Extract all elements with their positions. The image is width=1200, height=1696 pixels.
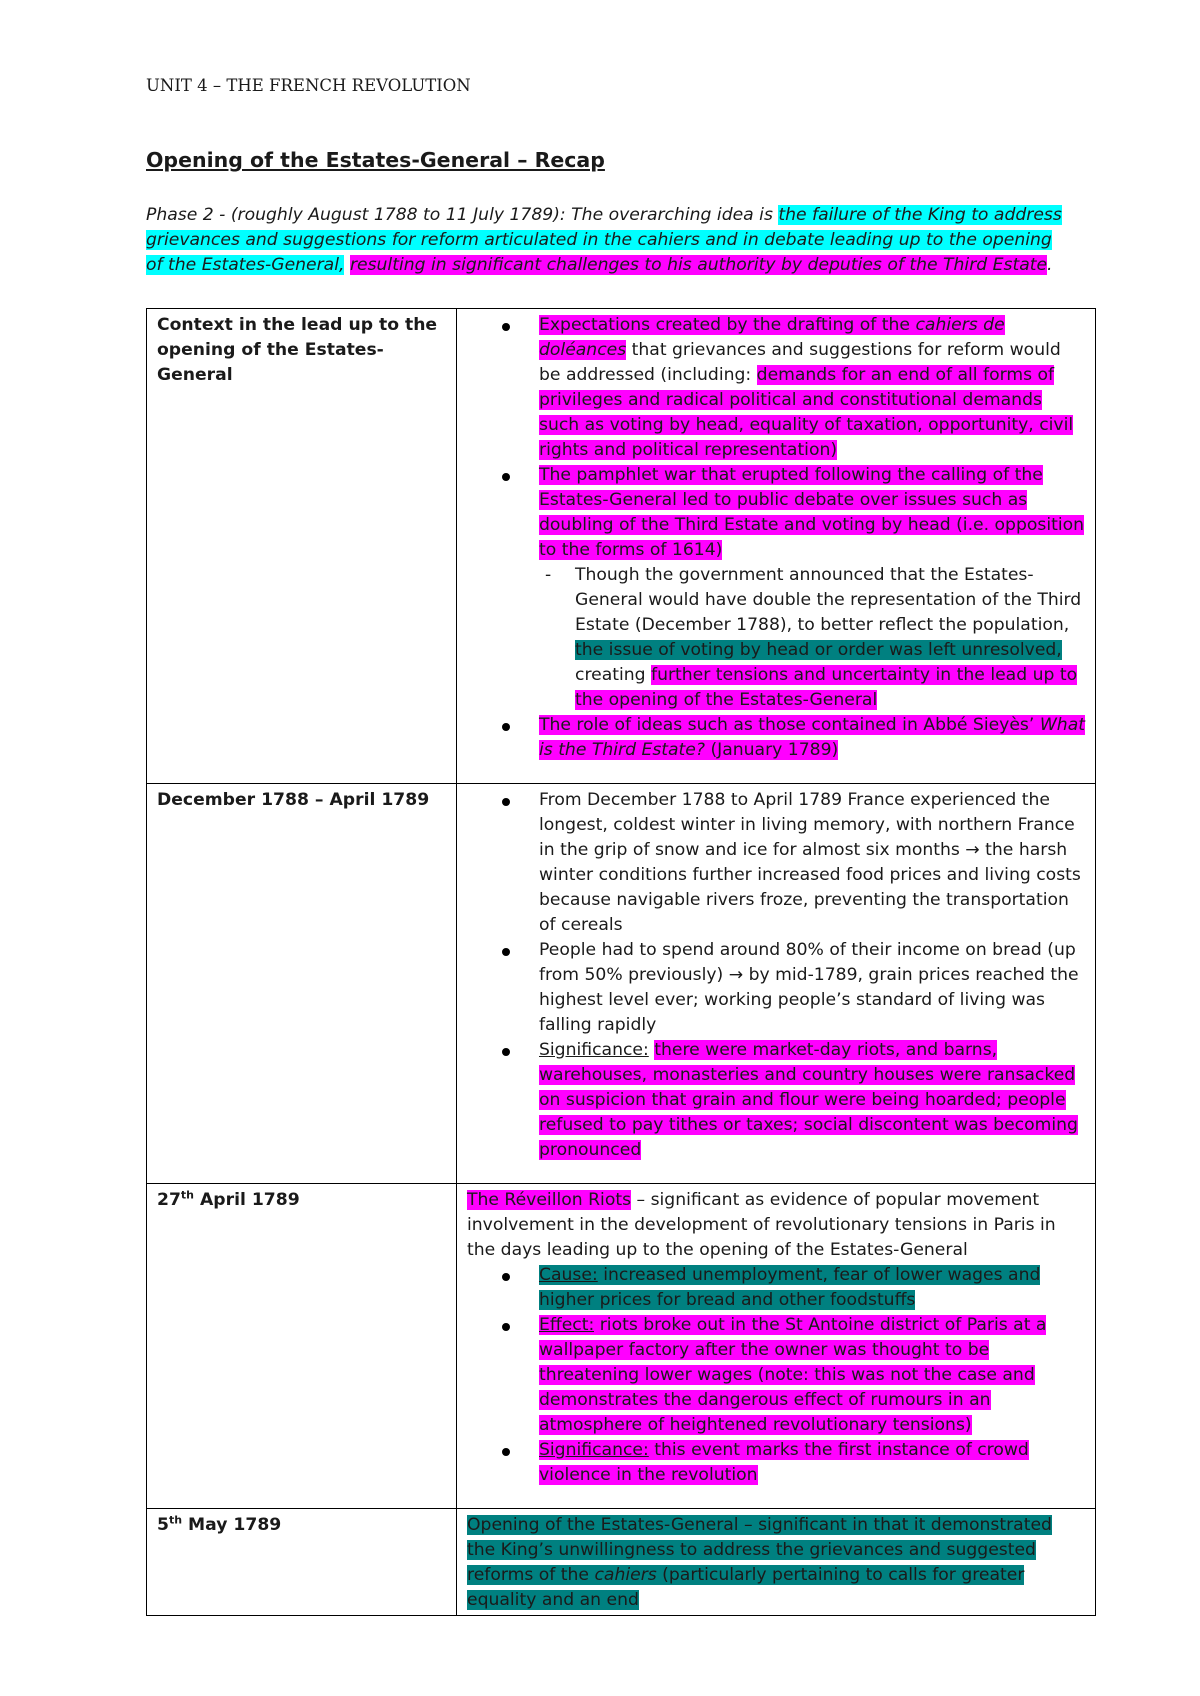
- list-item: [539, 938, 1085, 1038]
- row-label: [147, 1509, 457, 1616]
- teal-highlight-text: (particularly pertaining to calls for greater equality and an end: [467, 1565, 1025, 1610]
- significance-label: Significance:: [539, 1040, 649, 1060]
- list-item: [539, 713, 1085, 763]
- date-month: April 1789: [194, 1190, 300, 1210]
- bullet-icon: [502, 1323, 510, 1331]
- recap-table: [146, 308, 1096, 1616]
- unit-header: UNIT 4 – THE FRENCH REVOLUTION: [146, 76, 471, 95]
- bullet-list: [467, 1263, 1085, 1488]
- table-row: [147, 1184, 1096, 1509]
- highlight-text: The role of ideas such as those contained in Abbé Sieyès’: [539, 715, 1040, 735]
- bullet-icon: [502, 323, 510, 331]
- bullet-icon: [502, 1273, 510, 1281]
- sub-item: [545, 563, 1085, 713]
- intro-cyan-highlight: the failure of the King to address grievances and suggestions for reform articulated in the cahiers and in debate leading up to the opening of the Estates-General,: [146, 205, 1062, 275]
- table-row: [147, 784, 1096, 1184]
- row-content: [457, 309, 1096, 784]
- highlight-text: Expectations created by the drafting of the: [539, 315, 916, 335]
- date-suffix: th: [168, 1513, 183, 1527]
- row-lead: [467, 1188, 1085, 1263]
- plain-text: People had to spend around 80% of their income on bread (up from 50% previously) → by mid-1789, grain prices reached the highest level ever; working people’s standard of living was falling rapidly: [539, 940, 1079, 1035]
- highlight-italic-text: What is the Third Estate?: [539, 715, 1085, 760]
- table-row: [147, 309, 1096, 784]
- teal-highlight-italic-text: cahiers: [594, 1565, 657, 1585]
- highlight-text: The Réveillon Riots: [467, 1190, 632, 1210]
- plain-text: – significant as evidence of popular movement involvement in the development of revolutionary tensions in Paris in the days leading up to the opening of the Estates-General: [467, 1190, 1056, 1260]
- row-label: [147, 1184, 457, 1509]
- row-label: December 1788 – April 1789: [147, 784, 457, 1184]
- bullet-icon: [502, 948, 510, 956]
- list-item: [539, 463, 1085, 713]
- cause-label: Cause:: [539, 1265, 598, 1285]
- list-item: [539, 1263, 1085, 1313]
- row-content: [457, 1184, 1096, 1509]
- highlight-text: demands for an end of all forms of privileges and radical political and constitutional demands such as voting by head, equality of taxation, opportunity, civil rights and political representation): [539, 365, 1074, 460]
- list-item: [539, 1038, 1085, 1163]
- table-row: [147, 1509, 1096, 1616]
- highlight-text: this event marks the first instance of crowd violence in the revolution: [539, 1440, 1029, 1485]
- teal-highlight-text: Opening of the Estates-General – significant in that it demonstrated the King’s unwillingness to address the grievances and suggested reforms of the: [467, 1515, 1052, 1585]
- plain-text: that grievances and suggestions for reform would be addressed (including:: [539, 340, 1061, 385]
- bullet-icon: [502, 473, 510, 481]
- plain-text: creating: [575, 665, 652, 685]
- row-content: [457, 1509, 1096, 1616]
- row-content: [457, 784, 1096, 1184]
- plain-text: From December 1788 to April 1789 France experienced the longest, coldest winter in living memory, with northern France in the grip of snow and ice for almost six months → the harsh winter conditions further increased food prices and living costs because navigable rivers froze, preventing the transportation of cereals: [539, 790, 1081, 935]
- bullet-list: [467, 313, 1085, 763]
- highlight-text: further tensions and uncertainty in the lead up to the opening of the Estates-General: [575, 665, 1078, 710]
- intro-paragraph: [146, 203, 1066, 278]
- highlight-text: (January 1789): [705, 740, 839, 760]
- teal-highlight-text: increased unemployment, fear of lower wages and higher prices for bread and other foodstuffs: [539, 1265, 1041, 1310]
- highlight-text: there were market-day riots, and barns, warehouses, monasteries and country houses were ransacked on suspicion that grain and flour were being hoarded; people refused to pay tithes or taxes; social discontent was becoming pronounced: [539, 1040, 1078, 1160]
- document-title: Opening of the Estates-General – Recap: [146, 148, 605, 172]
- bullet-icon: [502, 723, 510, 731]
- dash-marker: -: [545, 565, 552, 585]
- date-month: May 1789: [182, 1515, 282, 1535]
- highlight-text: The pamphlet war that erupted following the calling of the Estates-General led to public debate over issues such as doubling of the Third Estate and voting by head (i.e. opposition to the forms of 1614): [539, 465, 1085, 560]
- significance-label: Significance:: [539, 1440, 649, 1460]
- highlight-text: riots broke out in the St Antoine district of Paris at a wallpaper factory after the owner was thought to be threatening lower wages (note: this was not the case and demonstrates the dangerous effect of rumours in an atmosphere of heightened revolutionary tensions): [539, 1315, 1047, 1435]
- bullet-list: [467, 788, 1085, 1163]
- plain-text: Though the government announced that the Estates-General would have double the representation of the Third Estate (December 1788), to better reflect the population,: [575, 565, 1082, 635]
- row-label: Context in the lead up to the opening of the Estates-General: [147, 309, 457, 784]
- intro-end: .: [1047, 255, 1053, 275]
- bullet-icon: [502, 1048, 510, 1056]
- date-suffix: th: [180, 1188, 195, 1202]
- list-item: [539, 1313, 1085, 1438]
- date-day: 5: [157, 1515, 169, 1535]
- intro-magenta-highlight: resulting in significant challenges to his authority by deputies of the Third Estate: [349, 255, 1048, 275]
- teal-highlight-text: the issue of voting by head or order was left unresolved,: [575, 640, 1062, 660]
- highlight-italic-text: cahiers de doléances: [539, 315, 1005, 360]
- bullet-icon: [502, 798, 510, 806]
- list-item: [539, 788, 1085, 938]
- bullet-icon: [502, 1448, 510, 1456]
- effect-label: Effect:: [539, 1315, 595, 1335]
- list-item: [539, 313, 1085, 463]
- date-day: 27: [157, 1190, 181, 1210]
- intro-plain: The overarching idea is: [565, 205, 779, 225]
- list-item: [539, 1438, 1085, 1488]
- intro-lead: Phase 2 - (roughly August 1788 to 11 July 1789):: [146, 205, 566, 225]
